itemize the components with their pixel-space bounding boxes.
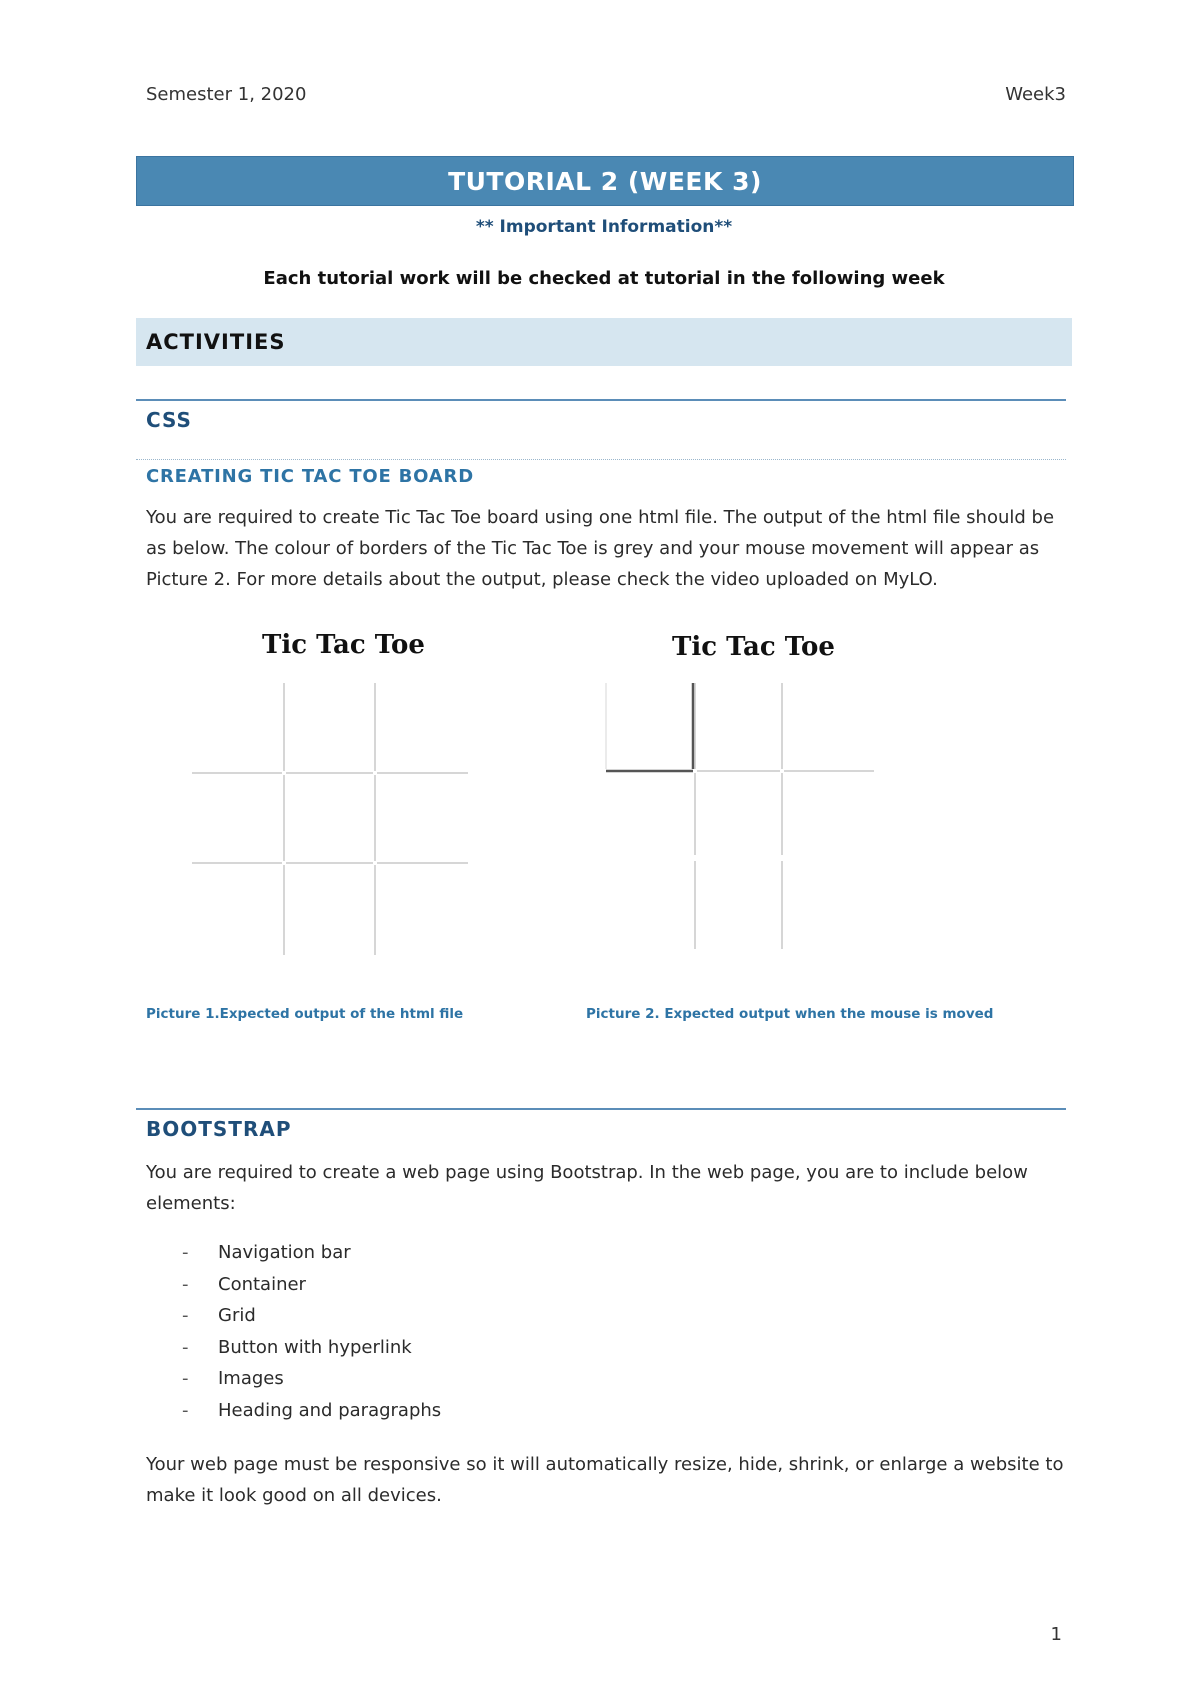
bootstrap-heading: BOOTSTRAP: [146, 1117, 292, 1141]
list-item: - Navigation bar: [146, 1237, 441, 1269]
tic-tac-toe-subheading: CREATING TIC TAC TOE BOARD: [146, 466, 474, 487]
list-item: - Button with hyperlink: [146, 1332, 441, 1364]
tutorial-title: TUTORIAL 2 (WEEK 3): [448, 166, 762, 196]
list-item: - Images: [146, 1363, 441, 1395]
picture2-title: Tic Tac Toe: [672, 632, 835, 662]
picture1-board: [192, 683, 468, 955]
important-information: ** Important Information**: [475, 217, 733, 237]
bootstrap-intro: You are required to create a web page using Bootstrap. In the web page, you are to include below elements:: [146, 1162, 1028, 1214]
header-week: Week3: [1005, 84, 1066, 105]
page-number: 1: [1050, 1624, 1062, 1645]
tic-tac-toe-description: You are required to create Tic Tac Toe board using one html file. The output of the html file should be as below. The colour of borders of the Tic Tac Toe is grey and your mouse movement will appear as Picture 2. For more details about the output, please check the video uploaded on MyLO.: [146, 507, 1055, 590]
picture1-caption: Picture 1.Expected output of the html file: [146, 1006, 464, 1022]
css-heading: CSS: [146, 408, 192, 432]
list-item: - Grid: [146, 1300, 441, 1332]
bootstrap-divider: [136, 1108, 1066, 1110]
checked-note: Each tutorial work will be checked at tutorial in the following week: [263, 268, 945, 289]
activities-heading: ACTIVITIES: [146, 330, 286, 354]
picture1-title: Tic Tac Toe: [262, 630, 425, 660]
bootstrap-element-list: [146, 1237, 441, 1426]
css-divider: [136, 399, 1066, 401]
header-semester: Semester 1, 2020: [146, 84, 307, 105]
bootstrap-closing: Your web page must be responsive so it will automatically resize, hide, shrink, or enlarge a website to make it look good on all devices.: [146, 1454, 1064, 1506]
picture2-caption: Picture 2. Expected output when the mouse is moved: [586, 1006, 994, 1022]
list-item: - Container: [146, 1269, 441, 1301]
activities-banner: [136, 318, 1072, 366]
css-dotted-divider: [136, 459, 1066, 460]
picture2-board: [606, 683, 874, 949]
list-item: - Heading and paragraphs: [146, 1395, 441, 1427]
tutorial-title-bar: [136, 156, 1074, 206]
